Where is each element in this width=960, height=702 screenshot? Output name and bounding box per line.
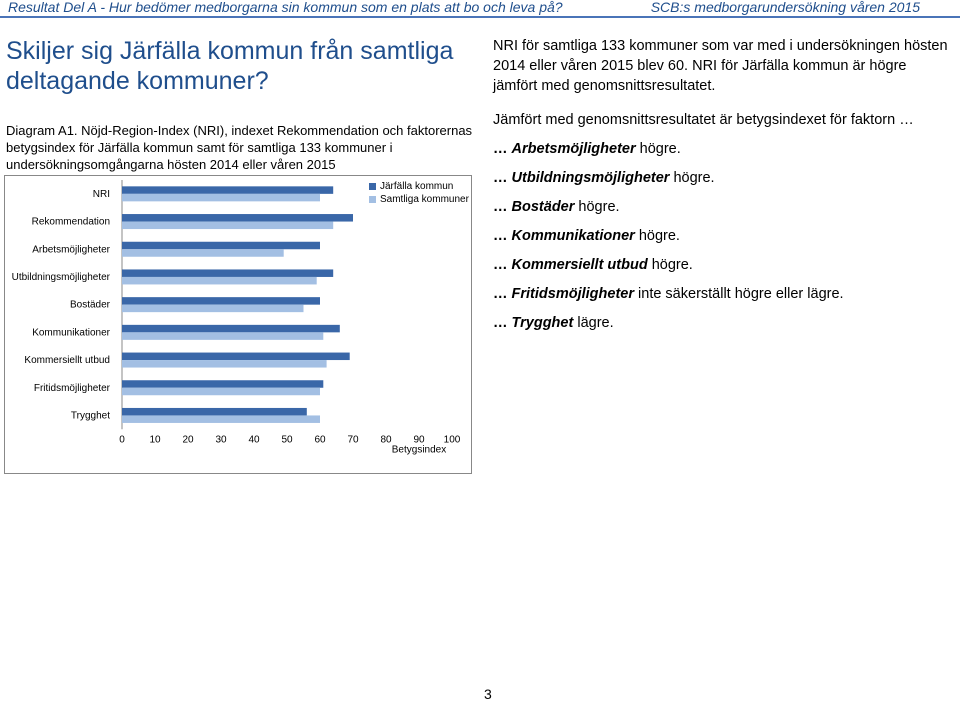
summary-paragraph-nri: NRI för samtliga 133 kommuner som var med i undersökningen hösten 2014 eller våren 2015 blev 60. NRI för Järfälla kommun är högre jämfört med genomsnittsresultatet. (493, 38, 948, 94)
legend-item-jarfalla (369, 180, 469, 193)
bar-chart (5, 176, 471, 473)
bar-samtliga (122, 305, 304, 313)
y-tick-label: Rekommendation (31, 216, 110, 228)
factor-item (493, 313, 948, 333)
y-tick-label: Kommunikationer (32, 327, 110, 339)
factor-prefix: … (493, 170, 512, 186)
factor-item (493, 197, 948, 217)
summary-text (493, 36, 948, 342)
summary-paragraph-factors: Jämfört med genomsnittsresultatet är betygsindexet för faktorn … (493, 112, 914, 128)
bar-jarfalla (122, 186, 333, 194)
factor-item (493, 226, 948, 246)
bar-samtliga (122, 222, 333, 230)
bar-jarfalla (122, 214, 353, 222)
y-tick-label: Arbetsmöjligheter (32, 244, 110, 256)
bar-jarfalla (122, 380, 323, 388)
x-tick-label: 50 (281, 434, 293, 446)
factor-name: Kommunikationer (511, 228, 635, 244)
bar-samtliga (122, 360, 327, 368)
legend-swatch-samtliga (369, 196, 376, 203)
x-tick-label: 20 (182, 434, 194, 446)
factor-item (493, 255, 948, 275)
bar-jarfalla (122, 269, 333, 277)
factor-list (493, 139, 948, 333)
factor-name: Utbildningsmöjligheter (511, 170, 670, 186)
legend-label-samtliga: Samtliga kommuner (380, 194, 469, 205)
factor-prefix: … (493, 141, 512, 157)
x-tick-label: 0 (119, 434, 125, 446)
factor-prefix: … (493, 257, 512, 273)
header-right: SCB:s medborgarundersökning våren 2015 (650, 0, 920, 15)
bar-jarfalla (122, 353, 350, 361)
legend-swatch-jarfalla (369, 183, 376, 190)
bar-samtliga (122, 388, 320, 396)
bar-jarfalla (122, 408, 307, 416)
y-tick-label: Kommersiellt utbud (24, 355, 110, 367)
factor-result: högre. (669, 170, 715, 186)
factor-result: inte säkerställt högre eller lägre. (634, 286, 844, 302)
y-tick-label: Bostäder (69, 299, 110, 311)
x-tick-label: 90 (413, 434, 425, 446)
factor-name: Arbetsmöjligheter (511, 141, 636, 157)
bar-samtliga (122, 249, 284, 257)
header-left: Resultat Del A - Hur bedömer medborgarna sin kommun som en plats att bo och leva på? (8, 0, 563, 15)
factor-name: Kommersiellt utbud (511, 257, 648, 273)
factor-prefix: … (493, 286, 512, 302)
x-tick-label: 80 (380, 434, 392, 446)
legend-label-jarfalla: Järfälla kommun (380, 181, 454, 192)
x-tick-label: 40 (248, 434, 260, 446)
x-tick-label: 10 (149, 434, 161, 446)
factor-prefix: … (493, 199, 512, 215)
factor-result: högre. (647, 257, 693, 273)
factor-result: högre. (574, 199, 620, 215)
factor-name: Bostäder (511, 199, 575, 215)
page-number: 3 (484, 686, 492, 702)
factor-name: Fritidsmöjligheter (511, 286, 634, 302)
bar-samtliga (122, 332, 323, 340)
bar-samtliga (122, 194, 320, 202)
bar-jarfalla (122, 325, 340, 333)
factor-item (493, 139, 948, 159)
chart-container (4, 175, 472, 474)
bar-jarfalla (122, 242, 320, 250)
page-title: Skiljer sig Järfälla kommun från samtliga deltagande kommuner? (6, 37, 454, 95)
y-tick-label: Fritidsmöjligheter (33, 382, 110, 394)
factor-item (493, 284, 948, 304)
x-tick-label: 100 (443, 434, 461, 446)
y-tick-label: Utbildningsmöjligheter (11, 271, 110, 283)
bar-jarfalla (122, 297, 320, 305)
y-tick-label: NRI (92, 188, 110, 200)
factor-result: högre. (634, 228, 680, 244)
factor-item (493, 168, 948, 188)
factor-name: Trygghet (511, 315, 574, 331)
x-tick-label: 30 (215, 434, 227, 446)
chart-legend (369, 180, 469, 206)
legend-item-samtliga (369, 193, 469, 206)
header-divider (0, 16, 960, 18)
factor-prefix: … (493, 315, 512, 331)
y-tick-label: Trygghet (70, 410, 110, 422)
x-tick-label: 60 (314, 434, 326, 446)
factor-prefix: … (493, 228, 512, 244)
x-tick-label: 70 (347, 434, 359, 446)
bar-samtliga (122, 415, 320, 423)
bar-samtliga (122, 277, 317, 285)
factor-result: högre. (635, 141, 681, 157)
factor-result: lägre. (573, 315, 614, 331)
diagram-caption: Diagram A1. Nöjd-Region-Index (NRI), indexet Rekommendation och faktorernas betygsindex för Järfälla kommun samt för samtliga 133 kommuner i undersökningsomgångarna hösten 2014 eller våren 2015 (6, 123, 473, 172)
x-axis-label: Betygsindex (391, 444, 447, 456)
